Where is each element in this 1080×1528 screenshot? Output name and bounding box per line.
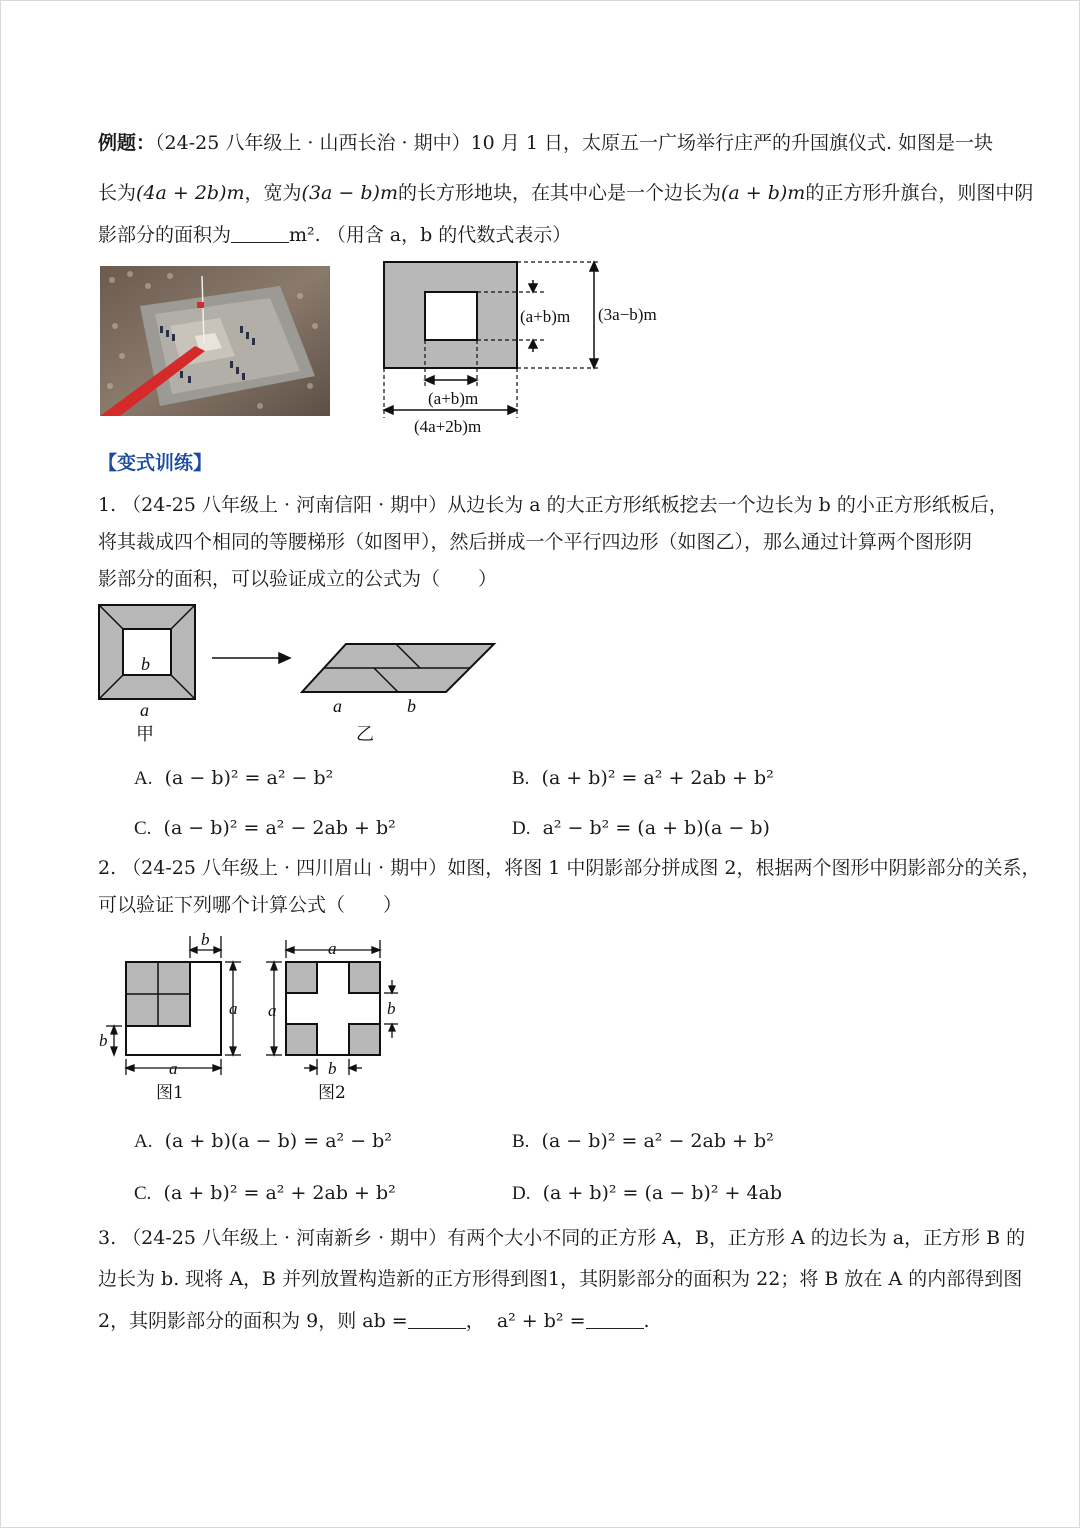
svg-text:a: a [328, 939, 337, 958]
q2-line-1: 2. （24-25 八年级上 · 四川眉山 · 期中）如图，将图 1 中阴影部分拼成图 2，根据两个图形中阴影部分的关系， [98, 857, 1041, 879]
q1-option-b[interactable]: B. (a + b)² = a² + 2ab + b² [512, 767, 774, 789]
svg-text:b: b [99, 1031, 108, 1050]
q1-option-a[interactable]: A. (a − b)² = a² − b² [134, 767, 334, 789]
label-inner-side: (a+b)m [520, 307, 571, 326]
svg-text:乙: 乙 [356, 724, 374, 745]
section-title: 【变式训练】 [98, 452, 213, 474]
svg-text:图2: 图2 [318, 1083, 346, 1103]
svg-text:b: b [141, 654, 150, 674]
inner-square [425, 292, 477, 340]
q1-line-1: 1. （24-25 八年级上 · 河南信阳 · 期中）从边长为 a 的大正方形纸板挖去一个边长为 b 的小正方形纸板后， [98, 494, 1008, 516]
flag-ceremony-photo [100, 266, 330, 416]
q3-line-1: 3. （24-25 八年级上 · 河南新乡 · 期中）有两个大小不同的正方形 A，B，正方形 A 的边长为 a，正方形 B 的 [98, 1227, 1026, 1249]
label-inner-bottom: (a+b)m [428, 389, 479, 408]
q2-option-b[interactable]: B. (a − b)² = a² − 2ab + b² [512, 1130, 774, 1152]
q2-option-c[interactable]: C. (a + b)² = a² + 2ab + b² [134, 1182, 396, 1204]
example-rectangle-figure [380, 258, 680, 438]
svg-text:b: b [387, 999, 396, 1018]
svg-text:图1: 图1 [156, 1083, 184, 1103]
q2-line-2: 可以验证下列哪个计算公式（ ） [98, 894, 403, 916]
q1-line-2: 将其裁成四个相同的等腰梯形（如图甲），然后拼成一个平行四边形（如图乙），那么通过计算两个图形阴 [98, 531, 973, 553]
q3-line-2: 边长为 b. 现将 A，B 并列放置构造新的正方形得到图1，其阴影部分的面积为 22；将 B 放在 A 的内部得到图 [98, 1268, 1023, 1290]
q1-option-d[interactable]: D. a² − b² = (a + b)(a − b) [512, 817, 770, 839]
example-line-3: 影部分的面积为 m². （用含 a，b 的代数式表示） [98, 224, 572, 246]
answer-blank-sum-squares[interactable] [586, 1310, 644, 1329]
svg-text:a: a [169, 1059, 178, 1078]
svg-text:b: b [201, 930, 210, 949]
answer-blank[interactable] [231, 224, 289, 243]
q2-option-d[interactable]: D. (a + b)² = (a − b)² + 4ab [512, 1182, 783, 1204]
svg-text:a: a [229, 999, 238, 1018]
label-height: (3a−b)m [598, 305, 657, 324]
label-width: (4a+2b)m [414, 417, 482, 436]
svg-text:甲: 甲 [136, 724, 154, 745]
answer-blank-ab[interactable] [408, 1310, 466, 1329]
svg-text:a: a [333, 696, 342, 716]
q2-option-a[interactable]: A. (a + b)(a − b) = a² − b² [134, 1130, 392, 1152]
q1-figure [96, 600, 496, 745]
example-line-1: 例题：（24-25 八年级上 · 山西长治 · 期中）10 月 1 日，太原五一广场举行庄严的升国旗仪式. 如图是一块 [98, 132, 994, 154]
svg-text:a: a [140, 700, 149, 720]
svg-text:b: b [407, 696, 416, 716]
example-label: 例题： [98, 132, 156, 154]
q3-line-3: 2，其阴影部分的面积为 9，则 ab = ， a² + b² = . [98, 1310, 650, 1332]
example-line-2: 长为(4a + 2b)m，宽为(3a − b)m的长方形地块，在其中心是一个边长为(a + b)m的正方形升旗台，则图中阴 [98, 182, 1034, 204]
q1-line-3: 影部分的面积，可以验证成立的公式为（ ） [98, 568, 498, 590]
svg-text:b: b [328, 1059, 337, 1078]
q1-option-c[interactable]: C. (a − b)² = a² − 2ab + b² [134, 817, 396, 839]
q2-figure [96, 928, 416, 1108]
svg-text:a: a [268, 1001, 277, 1020]
